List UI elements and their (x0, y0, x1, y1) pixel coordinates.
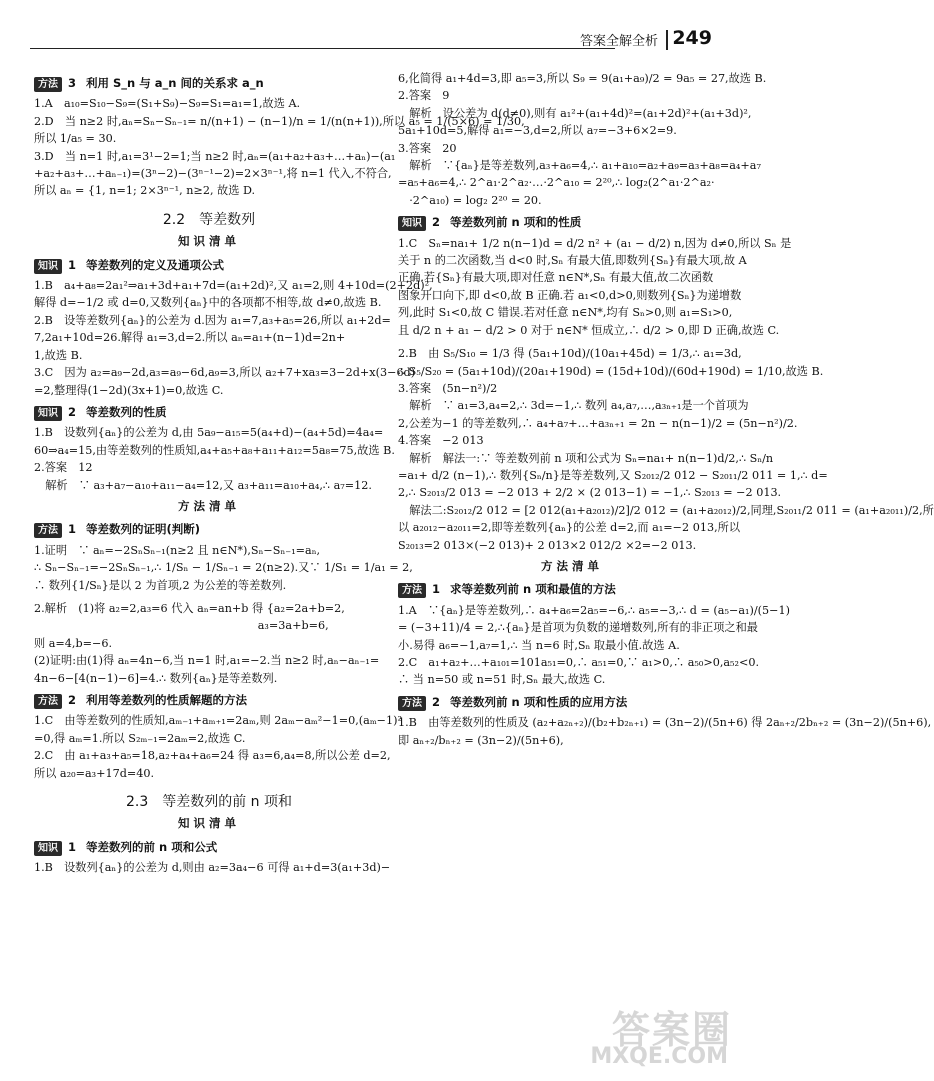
page-header (30, 28, 720, 56)
text-line: 1.B a₄+a₈=2a₁²⇒a₁+3d+a₁+7d=(a₁+2d)²,又 a₁=2,则 4+10d=(2+2d)², (34, 279, 433, 293)
method-heading (34, 75, 384, 92)
method-heading (34, 404, 384, 421)
heading-number: 1 (432, 582, 441, 597)
heading-tag: 方法 (34, 694, 62, 709)
method-heading (34, 521, 384, 538)
text-line: 图象开口向下,即 d<0,故 B 正确.若 a₁<0,d>0,则数列{Sₙ}为递增数 (398, 288, 742, 302)
heading-number: 2 (432, 694, 441, 709)
text-line: +a₂+a₃+…+aₙ₋₁)=(3ⁿ−2)−(3ⁿ⁻¹−2)=2×3ⁿ⁻¹,将 n=1 代入,不符合, (34, 167, 392, 181)
watermark-url: MXQE.COM (590, 1044, 728, 1069)
header-rule (30, 48, 615, 49)
text-line: 6,化简得 a₁+4d=3,即 a₅=3,所以 S₉ = 9(a₁+a₉)/2 = 9a₅ = 27,故选 B. (398, 72, 767, 85)
text-line: 2.答案 9 (398, 89, 450, 103)
subsection-title: 方法清单 (178, 498, 240, 513)
text-line: (2)证明:由(1)得 aₙ=4n−6,当 n=1 时,a₁=−2.当 n≥2 时,aₙ−aₙ₋₁= (34, 654, 380, 668)
heading-text: 求等差数列前 n 项和最值的方法 (450, 582, 616, 597)
heading-tag: 知识 (34, 841, 62, 856)
heading-tag: 方法 (34, 523, 62, 538)
subsection-title: 知识清单 (178, 234, 240, 249)
heading-tag: 知识 (34, 406, 62, 421)
text-line: 2.解析 (1)将 a₂=2,a₃=6 代入 aₙ=an+b 得 {a₂=2a+b=2, (34, 601, 345, 615)
text-line: 1.B 设数列{aₙ}的公差为 d,则由 a₂=3a₄−6 可得 a₁+d=3(a₁+3d)− (34, 861, 391, 875)
text-line: 7,2a₁+10d=26.解得 a₁=3,d=2.所以 aₙ=a₁+(n−1)d=2n+ (34, 331, 346, 345)
text-line: 解析 ∵ a₁=3,a₄=2,∴ 3d=−1,∴ 数列 a₄,a₇,…,a₃ₙ₊₁是一个首项为 (398, 399, 749, 413)
text-line: 且 d/2 n + a₁ − d/2 > 0 对于 n∈N* 恒成立,∴ d/2 > 0,即 D 正确,故选 C. (398, 323, 780, 337)
heading-number: 2 (68, 693, 77, 707)
text-line: 2.C 由 a₁+a₃+a₅=18,a₂+a₄+a₆=24 得 a₃=6,a₄=8,所以公差 d=2, (34, 749, 391, 763)
text-line: ∴ 数列{1/Sₙ}是以 2 为首项,2 为公差的等差数列. (34, 578, 287, 592)
text-line: ∴ S₅/S₂₀ = (5a₁+10d)/(20a₁+190d) = (15d+10d)/(60d+190d) = 1/10,故选 B. (398, 364, 824, 378)
text-line: 3.C 因为 a₂=a₉−2d,a₃=a₉−6d,a₉=3,所以 a₂+7+xa₃=3−2d+x(3−6d) (34, 366, 416, 380)
text-line: =a₅+a₆=4,∴ 2^a₁·2^a₂·…·2^a₁₀ = 2²⁰,∴ log₂(2^a₁·2^a₂· (398, 176, 715, 190)
text-line: 所以 a₂₀=a₃+17d=40. (34, 766, 155, 780)
text-line: 4n−6−[4(n−1)−6]=4.∴ 数列{aₙ}是等差数列. (34, 671, 278, 685)
text-line: S₂₀₁₃=2 013×(−2 013)+ 2 013×2 012/2 ×2=−2 013. (398, 538, 697, 552)
section-title: 2.3 等差数列的前 n 项和 (125, 794, 293, 811)
heading-text: 等差数列的定义及通项公式 (86, 257, 225, 272)
text-line: 1.C 由等差数列的性质知,aₘ₋₁+aₘ₊₁=2aₘ,则 2aₘ−aₘ²−1=0,(aₘ−1)² (34, 714, 403, 728)
text-line: ∴ 当 n=50 或 n=51 时,Sₙ 最大,故选 C. (398, 673, 606, 687)
heading-text: 等差数列的证明(判断) (86, 522, 201, 537)
text-line: 列,此时 S₁<0,故 C 错误.若对任意 n∈N*,均有 Sₙ>0,则 a₁=S₁>0, (398, 306, 733, 320)
method-heading (398, 694, 746, 711)
text-line: 1.A ∵{aₙ}是等差数列,∴ a₄+a₆=2a₅=−6,∴ a₅=−3,∴ d = (a₅−a₁)/(5−1) (398, 603, 790, 617)
text-line: 1.B 由等差数列的性质及 (a₂+a₂ₙ₊₂)/(b₂+b₂ₙ₊₁) = (3n−2)/(5n+6) 得 2aₙ₊₂/2bₙ₊₂ = (3n−2)/(5n+6), (398, 716, 932, 730)
heading-text: 等差数列的前 n 项和公式 (86, 839, 218, 854)
text-line: 5a₁+10d=5,解得 a₁=−3,d=2,所以 a₇=−3+6×2=9. (398, 124, 677, 138)
text-line: 解析 ∵ a₃+a₇−a₁₀+a₁₁−a₄=12,又 a₃+a₁₁=a₁₀+a₄,∴ a₇=12. (34, 478, 372, 492)
heading-number: 2 (432, 215, 441, 230)
text-line: 解析 ∵{aₙ}是等差数列,a₃+a₆=4,∴ a₁+a₁₀=a₂+a₉=a₃+a₈=a₄+a₇ (398, 159, 761, 173)
text-line: ∴ Sₙ−Sₙ₋₁=−2SₙSₙ₋₁,∴ 1/Sₙ − 1/Sₙ₋₁ = 2(n≥2).又∵ 1/S₁ = 1/a₁ = 2, (34, 561, 413, 575)
heading-number: 3 (68, 76, 77, 90)
text-line: 2.答案 12 (34, 461, 93, 475)
method-heading (398, 581, 746, 598)
text-line: 3.D 当 n=1 时,a₁=3¹−2=1;当 n≥2 时,aₙ=(a₁+a₂+a₃+…+aₙ)−(a₁ (34, 149, 396, 163)
text-line: =0,得 aₘ=1.所以 S₂ₘ₋₁=2aₘ=2,故选 C. (34, 731, 246, 745)
text-line: 解析 设公差为 d(d≠0),则有 a₁²+(a₁+4d)²=(a₁+2d)²+(a₁+3d)², (398, 106, 752, 120)
text-line: 解析 解法一:∵ 等差数列前 n 项和公式为 Sₙ=na₁+ n(n−1)d/2,∴ Sₙ/n (398, 451, 774, 465)
text-line: 60⇒a₄=15,由等差数列的性质知,a₄+a₅+a₈+a₁₁+a₁₂=5a₈=75,故选 B. (34, 443, 395, 457)
text-line: 2,公差为−1 的等差数列,∴ a₄+a₇+…+a₃ₙ₊₁ = 2n − n(n−1)/2 = (5n−n²)/2. (398, 416, 798, 430)
text-line: = (−3+11)/4 = 2,∴{aₙ}是首项为负数的递增数列,所有的非正项之和最 (398, 621, 758, 635)
text-line: 解法二:S₂₀₁₂/2 012 = [2 012(a₁+a₂₀₁₂)/2]/2 012 = (a₁+a₂₀₁₂)/2,同理,S₂₀₁₁/2 011 = (a₁+a₂₀₁₁)/2,所 (398, 503, 934, 517)
text-line: 解得 d=−1/2 或 d=0,又数列{aₙ}中的各项都不相等,故 d≠0,故选 B. (34, 296, 382, 310)
text-line: 1,故选 B. (34, 348, 83, 362)
text-line: =2,整理得(1−2d)(3x+1)=0,故选 C. (34, 383, 224, 397)
heading-text: 利用 S_n 与 a_n 间的关系求 a_n (86, 76, 264, 90)
method-heading (34, 839, 384, 856)
heading-text: 等差数列前 n 项和性质的应用方法 (450, 694, 628, 709)
text-line: 4.答案 −2 013 (398, 434, 484, 448)
text-line: 2.B 由 S₅/S₁₀ = 1/3 得 (5a₁+10d)/(10a₁+45d) = 1/3,∴ a₁=3d, (398, 347, 742, 361)
text-line: ·2^a₁₀) = log₂ 2²⁰ = 20. (398, 193, 542, 207)
heading-number: 2 (68, 404, 77, 419)
text-line: 1.B 设数列{aₙ}的公差为 d,由 5a₉−a₁₅=5(a₄+d)−(a₄+5d)=4a₄= (34, 426, 384, 440)
text-line: 所以 aₙ = {1, n=1; 2×3ⁿ⁻¹, n≥2, 故选 D. (34, 184, 256, 198)
heading-tag: 方法 (398, 583, 426, 598)
method-heading (34, 692, 384, 709)
right-column (398, 70, 934, 749)
text-line: =a₁+ d/2 (n−1),∴ 数列{Sₙ/n}是等差数列,又 S₂₀₁₂/2 012 − S₂₀₁₁/2 011 = 1,∴ d= (398, 468, 828, 482)
text-line: 关于 n 的二次函数,当 d<0 时,Sₙ 有最大值,即数列{Sₙ}有最大项,故 A (398, 254, 747, 268)
header-separator (666, 30, 668, 50)
heading-text: 利用等差数列的性质解题的方法 (86, 693, 248, 707)
text-line: 2.B 设等差数列{aₙ}的公差为 d.因为 a₁=7,a₃+a₅=26,所以 a₁+2d= (34, 313, 391, 327)
text-line: 1.A a₁₀=S₁₀−S₉=(S₁+S₉)−S₉=S₁=a₁=1,故选 A. (34, 97, 301, 111)
heading-number: 1 (68, 839, 77, 854)
text-line: 则 a=4,b=−6. (34, 636, 113, 650)
text-line: 1.证明 ∵ aₙ=−2SₙSₙ₋₁(n≥2 且 n∈N*),Sₙ−Sₙ₋₁=aₙ, (34, 543, 321, 557)
section-title: 2.2 等差数列 (162, 211, 256, 228)
heading-tag: 知识 (398, 216, 426, 231)
text-line: 1.C Sₙ=na₁+ 1/2 n(n−1)d = d/2 n² + (a₁ − d/2) n,因为 d≠0,所以 Sₙ 是 (398, 236, 792, 250)
text-line: 正确.若{Sₙ}有最大项,即对任意 n∈N*,Sₙ 有最大值,故二次函数 (398, 271, 714, 285)
text-line: a₃=3a+b=6, (34, 619, 329, 633)
subsection-title: 知识清单 (178, 816, 240, 831)
text-line: 2,∴ S₂₀₁₃/2 013 = −2 013 + 2/2 × (2 013−1) = −1,∴ S₂₀₁₃ = −2 013. (398, 486, 782, 500)
text-line: 所以 1/a₅ = 30. (34, 132, 117, 146)
text-line: 3.答案 (5n−n²)/2 (398, 381, 498, 395)
subsection-title: 方法清单 (541, 558, 603, 573)
method-heading (34, 257, 384, 274)
text-line: 2.C a₁+a₂+…+a₁₀₁=101a₅₁=0,∴ a₅₁=0,∵ a₁>0,∴ a₅₀>0,a₅₂<0. (398, 656, 760, 669)
page-number: 249 (672, 27, 712, 49)
watermark-text: 答案圈 (611, 1008, 732, 1052)
heading-text: 等差数列的性质 (86, 404, 167, 419)
heading-tag: 方法 (34, 77, 62, 92)
heading-text: 等差数列前 n 项和的性质 (450, 215, 582, 230)
heading-tag: 知识 (34, 259, 62, 274)
watermark-logo (562, 999, 732, 1069)
text-line: 2.D 当 n≥2 时,aₙ=Sₙ−Sₙ₋₁= n/(n+1) − (n−1)/n = 1/(n(n+1)),所以 a₅ = 1/(5×6) = 1/30, (34, 114, 525, 128)
text-line: 3.答案 20 (398, 141, 457, 155)
text-line: 即 aₙ₊₂/bₙ₊₂ = (3n−2)/(5n+6), (398, 733, 564, 747)
heading-number: 1 (68, 522, 77, 537)
method-heading (398, 214, 746, 231)
text-line: 以 a₂₀₁₂−a₂₀₁₁=2,即等差数列{aₙ}的公差 d=2,而 a₁=−2 013,所以 (398, 521, 741, 535)
heading-tag: 方法 (398, 696, 426, 711)
header-title: 答案全解全析 (579, 34, 658, 49)
heading-number: 1 (68, 257, 77, 272)
text-line: 小.易得 a₆=−1,a₇=1,∴ 当 n=6 时,Sₙ 取最小值.故选 A. (398, 638, 680, 652)
